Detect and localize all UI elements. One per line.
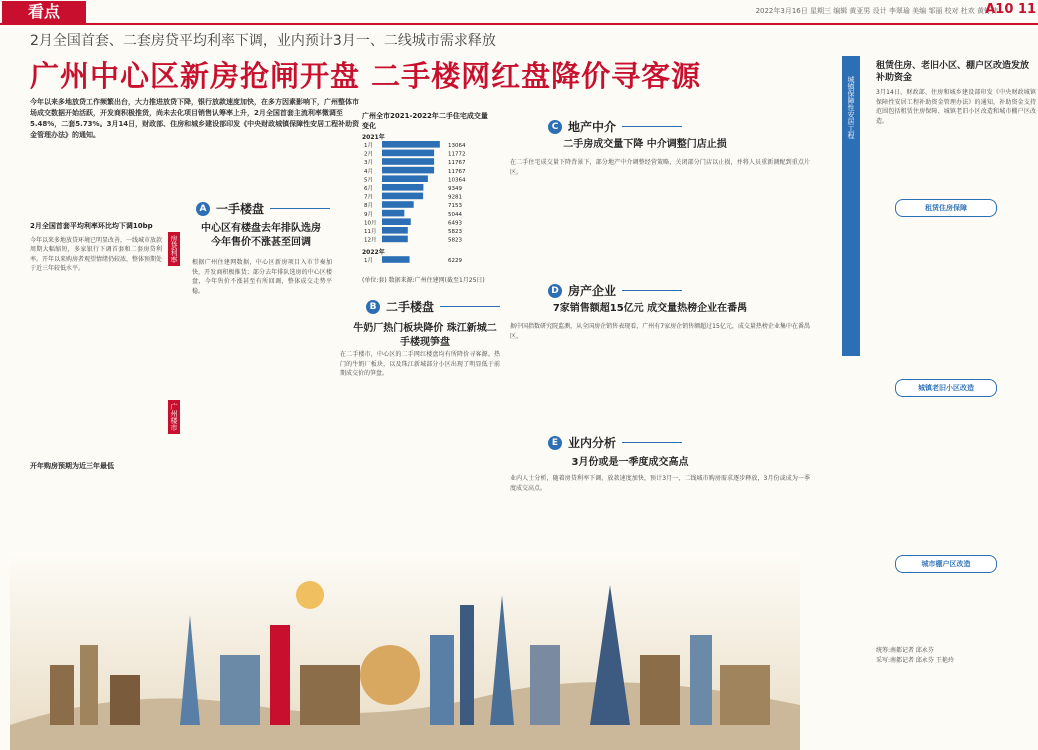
tag-mortgage-rate: 房贷利率 [168, 232, 180, 266]
section-d-name: 房产企业 [568, 284, 617, 298]
right-column [842, 56, 1038, 750]
headline-main: 广州中心区新房抢闸开盘 二手楼网红盘降价寻客源 [30, 59, 702, 93]
chart-svg [362, 131, 492, 271]
chart-category-label: 7月 [364, 194, 373, 201]
section-c-rule [622, 126, 682, 127]
chart-value-label: 7153 [448, 203, 462, 210]
chart-group-label: 2022年 [362, 249, 385, 257]
chart-bar [382, 227, 408, 234]
credit-1: 统筹:南都记者 邱永芬 [876, 647, 934, 654]
chart-category-label: 1月 [364, 143, 373, 149]
chart-category-label: 11月 [364, 229, 377, 235]
section-b-body: 在二手楼市，中心区的二手网红楼盘均有所降价寻客源。热门的牛奶厂板块，以及珠江新城部分小区出现了明显低于前期成交价的笋盘。 [340, 351, 500, 378]
right-column-tag: 城镇保障性安居工程 [847, 76, 855, 139]
chart-bar [382, 201, 414, 208]
chart-bar [382, 218, 411, 225]
chart-category-label: 1月 [364, 258, 373, 265]
page-header [0, 0, 1038, 24]
section-c-subhead: 二手房成交量下降 中介调整门店止损 [563, 139, 727, 150]
section-a-header [196, 200, 330, 217]
section-c-header [548, 118, 682, 135]
chart-category-label: 4月 [364, 168, 373, 175]
chart-bar [382, 141, 440, 148]
chart-category-label: 9月 [364, 211, 373, 218]
chart-value-label: 6229 [448, 258, 462, 265]
bar-chart [362, 111, 492, 284]
chart-category-label: 5月 [364, 177, 373, 184]
section-d-letter: D [548, 284, 562, 298]
chart-value-label: 11772 [448, 151, 466, 158]
section-e-body: 业内人士分析，随着房贷利率下调、放款速度加快，预计3月一、二线城市购房需求逐步释放，3月份或成为一季度成交高点。 [510, 475, 810, 492]
left-column-title: 2月全国首套平均利率环比均下调10bp [30, 222, 153, 230]
section-b-name: 二手楼盘 [386, 300, 435, 314]
pill-rental-housing: 租赁住房保障 [895, 199, 997, 217]
chart-group-label: 2021年 [362, 134, 385, 141]
chart-bar [382, 158, 434, 165]
city-skyline-illustration [10, 555, 800, 750]
chart-bar [382, 150, 434, 157]
section-d-subhead: 7家销售额超15亿元 成交量热榜企业在番禺 [552, 303, 748, 314]
section-b-rule [440, 306, 500, 307]
issue-info: 2022年3月16日 星期三 编辑 黄亚男 设计 李翠瑜 美编 邹丽 校对 杜欢 黄钉伟 [755, 7, 998, 15]
section-e-rule [622, 442, 682, 443]
chart-title: 广州全市2021-2022年二手住宅成交量变化 [362, 112, 488, 130]
section-a-rule [270, 208, 330, 209]
section-c-letter: C [548, 120, 562, 134]
chart-bar [382, 167, 434, 174]
section-d-body: 据中国指数研究院监测，从全国房企销售表现看，广州有7家房企销售额超过15亿元，成交量热榜企业集中在番禺区。 [510, 323, 810, 340]
lede-paragraph: 今年以来多地放贷工作频繁出台，大力推进放贷下降，银行放款速度加快，在多方因素影响下，广州整体市场成交数据开始活跃，开发商积极推货，尚未去化项目销售认筹率上升，2月全国首套主流利率微调至5.48%，二套5.73%。3月14日，财政部、住房和城乡建设部印发《中央财政城镇保障性安居工程补助资金管理办法》的通知。 [30, 98, 360, 139]
section-a-name: 一手楼盘 [216, 202, 265, 216]
section-c-body: 在二手住宅成交量下降背景下，部分地产中介调整经营策略，关闭部分门店以止损，并将人员重新调配到重点片区。 [510, 159, 810, 176]
section-d-rule [622, 290, 682, 291]
section-a-body: 根据广州住建网数据，中心区新房项目入市节奏加快，开发商积极推货；部分去年排队选房的中心区楼盘，今年售价不涨甚至有所回调，整体成交走势平稳。 [192, 259, 332, 295]
section-e-subhead: 3月份或是一季度成交高点 [571, 457, 689, 468]
section-a-subhead: 中心区有楼盘去年排队选房 今年售价不涨甚至回调 [201, 223, 321, 248]
chart-bar [382, 236, 408, 243]
headline-sub: 2月全国首套、二套房贷平均利率下调，业内预计3月一、二线城市需求释放 [30, 33, 496, 49]
chart-source: (单位:套) 数据来源:广州住建网(截至1月25日) [362, 277, 485, 284]
chart-value-label: 5044 [448, 211, 462, 218]
section-a-letter: A [196, 202, 210, 216]
section-e-name: 业内分析 [568, 436, 617, 450]
left-column-body: 今年以来多地放贷环境已明显改善，一线城市放款周期大幅缩短，多家银行下调首套和二套房贷利率。开年以来购房者观望情绪仍较浓，整体预期处于近三年较低水平。 [30, 236, 162, 273]
pill-shantytown: 城市棚户区改造 [895, 555, 997, 573]
tag-guangzhou-market: 广州楼市 [168, 400, 180, 434]
headline-block [30, 30, 830, 95]
section-d-header [548, 282, 682, 299]
chart-category-label: 10月 [364, 220, 377, 227]
credit-2: 采写:南都记者 邱永芬 王艳玲 [876, 657, 954, 664]
section-b-letter: B [366, 300, 380, 314]
chart-category-label: 12月 [364, 237, 377, 244]
chart-bar [382, 256, 410, 263]
chart-value-label: 5823 [448, 237, 462, 244]
chart-bar [382, 184, 423, 191]
section-logo: 看点 [2, 1, 86, 23]
chart-bar [382, 210, 404, 217]
chart-category-label: 8月 [364, 203, 373, 210]
chart-value-label: 5823 [448, 229, 462, 235]
chart-bar [382, 175, 428, 182]
chart-category-label: 2月 [364, 151, 373, 158]
section-e-header [548, 434, 682, 451]
pill-old-community: 城镇老旧小区改造 [895, 379, 997, 397]
chart-value-label: 10364 [448, 177, 466, 184]
section-b-header [366, 298, 500, 315]
header-rule [0, 23, 1038, 25]
chart-category-label: 6月 [364, 186, 373, 192]
chart-value-label: 11767 [448, 160, 466, 167]
section-e-letter: E [548, 436, 562, 450]
page-number: A10 11 [985, 2, 1036, 17]
chart-value-label: 13064 [448, 143, 466, 149]
chart-bar [382, 193, 423, 200]
chart-value-label: 11767 [448, 168, 466, 175]
section-c-name: 地产中介 [568, 120, 617, 134]
section-b-subhead: 牛奶厂热门板块降价 珠江新城二手楼现笋盘 [353, 323, 497, 348]
right-column-body: 3月14日，财政部、住房和城乡建设部印发《中央财政城镇保障性安居工程补助资金管理办法》的通知，补助资金支持范围包括租赁住房保障、城镇老旧小区改造和城市棚户区改造。 [876, 89, 1036, 125]
chart-value-label: 6493 [448, 220, 462, 227]
right-column-title: 租赁住房、老旧小区、棚户区改造发放补助资金 [876, 61, 1030, 83]
chart-category-label: 3月 [364, 160, 373, 167]
left-column-subtitle: 开年购房预期为近三年最低 [30, 461, 114, 470]
chart-value-label: 9281 [448, 194, 462, 201]
chart-value-label: 9349 [448, 186, 462, 192]
